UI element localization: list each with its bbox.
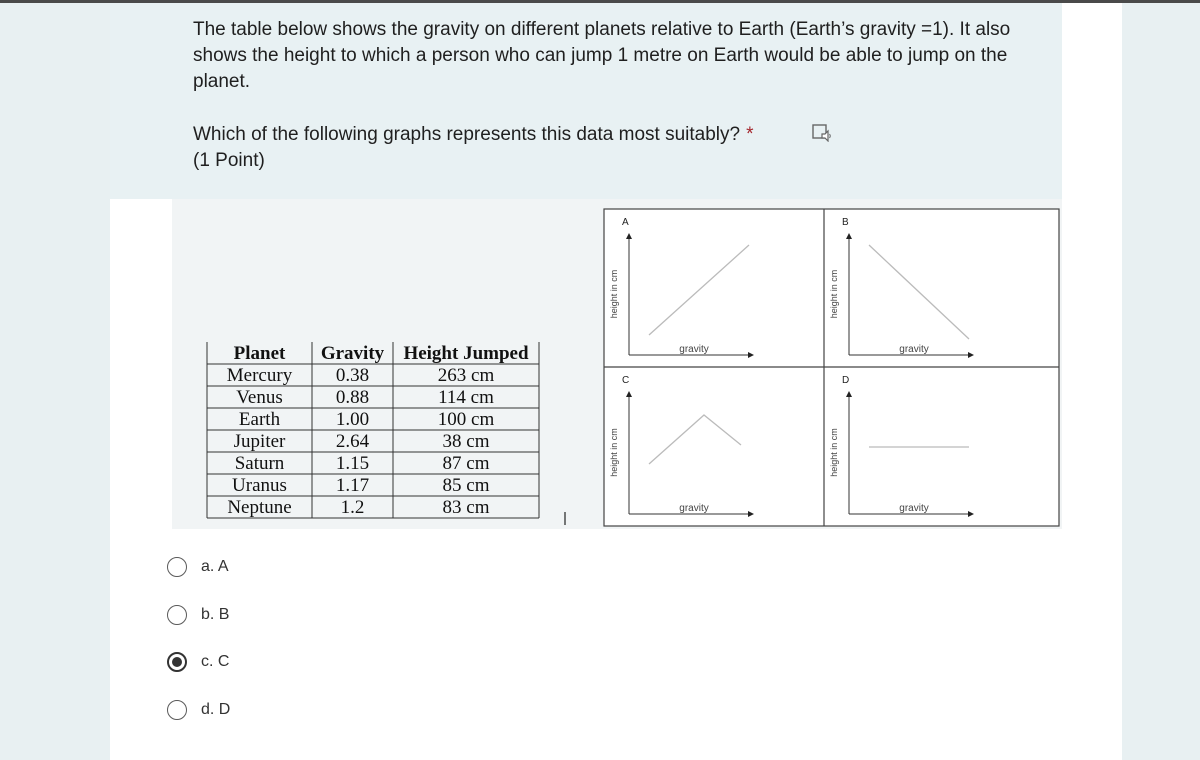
table-cell: 0.38	[335, 365, 370, 386]
table-cell: 114 cm	[438, 387, 494, 408]
x-axis-label: gravity	[679, 344, 709, 355]
option-d[interactable]	[167, 697, 230, 723]
x-axis-label: gravity	[899, 344, 929, 355]
y-axis-label: height in cm	[829, 428, 839, 477]
x-axis-label: gravity	[899, 503, 929, 514]
table-cell: 87 cm	[442, 453, 490, 474]
option-label: b. B	[201, 606, 230, 623]
table-header: Planet	[233, 343, 286, 364]
table-cell: 2.64	[335, 431, 370, 452]
question-header	[110, 3, 1062, 199]
option-label: d. D	[201, 701, 231, 718]
table-cell: Mercury	[226, 365, 293, 386]
immersive-reader-icon[interactable]	[812, 124, 832, 142]
graph-letter: C	[622, 375, 630, 386]
radio-button[interactable]	[167, 700, 187, 720]
graph-letter: D	[842, 375, 850, 386]
y-axis-label: height in cm	[609, 428, 619, 477]
option-a[interactable]	[167, 554, 229, 580]
table-cell: Neptune	[227, 497, 292, 518]
table-cell: 1.2	[340, 497, 365, 518]
question-card	[110, 3, 1122, 760]
question-figure	[172, 199, 1062, 529]
table-cell: Saturn	[234, 453, 285, 474]
table-cell: 100 cm	[437, 409, 495, 430]
question-prompt	[193, 122, 753, 148]
table-cell: Venus	[236, 387, 283, 408]
graph-letter: A	[622, 217, 629, 228]
table-header: Height Jumped	[403, 343, 529, 364]
option-b[interactable]	[167, 602, 229, 628]
y-axis-label: height in cm	[829, 269, 839, 319]
table-cell: 1.00	[335, 409, 370, 430]
radio-button[interactable]	[167, 605, 187, 625]
table-cell: Uranus	[232, 475, 287, 496]
question-text: The table below shows the gravity on different planets relative to Earth (Earth’s gravity =1). It also shows the height to which a person who can jump 1 metre on Earth would be able to jump on the planet.	[193, 19, 1011, 92]
radio-button[interactable]	[167, 557, 187, 577]
x-axis-label: gravity	[679, 503, 709, 514]
option-label: a. A	[201, 558, 229, 575]
table-cell: 85 cm	[442, 475, 490, 496]
graphs-grid	[604, 209, 1059, 526]
table-cell: 263 cm	[437, 365, 495, 386]
graph-letter: B	[842, 217, 849, 228]
table-cell: 0.88	[335, 387, 370, 408]
option-c[interactable]	[167, 649, 229, 675]
table-header: Gravity	[320, 343, 385, 364]
data-table	[207, 342, 539, 518]
table-cell: 83 cm	[442, 497, 490, 518]
question-prompt-text: Which of the following graphs represents this data most suitably?	[193, 124, 741, 145]
table-cell: 38 cm	[442, 431, 490, 452]
points-label: (1 Point)	[193, 150, 265, 171]
radio-button[interactable]	[167, 652, 187, 672]
required-mark: *	[746, 124, 754, 145]
table-cell: Jupiter	[233, 431, 286, 452]
y-axis-label: height in cm	[609, 269, 619, 319]
option-label: c. C	[201, 653, 230, 670]
table-cell: 1.17	[335, 475, 370, 496]
table-cell: 1.15	[335, 453, 370, 474]
table-cell: Earth	[238, 409, 281, 430]
